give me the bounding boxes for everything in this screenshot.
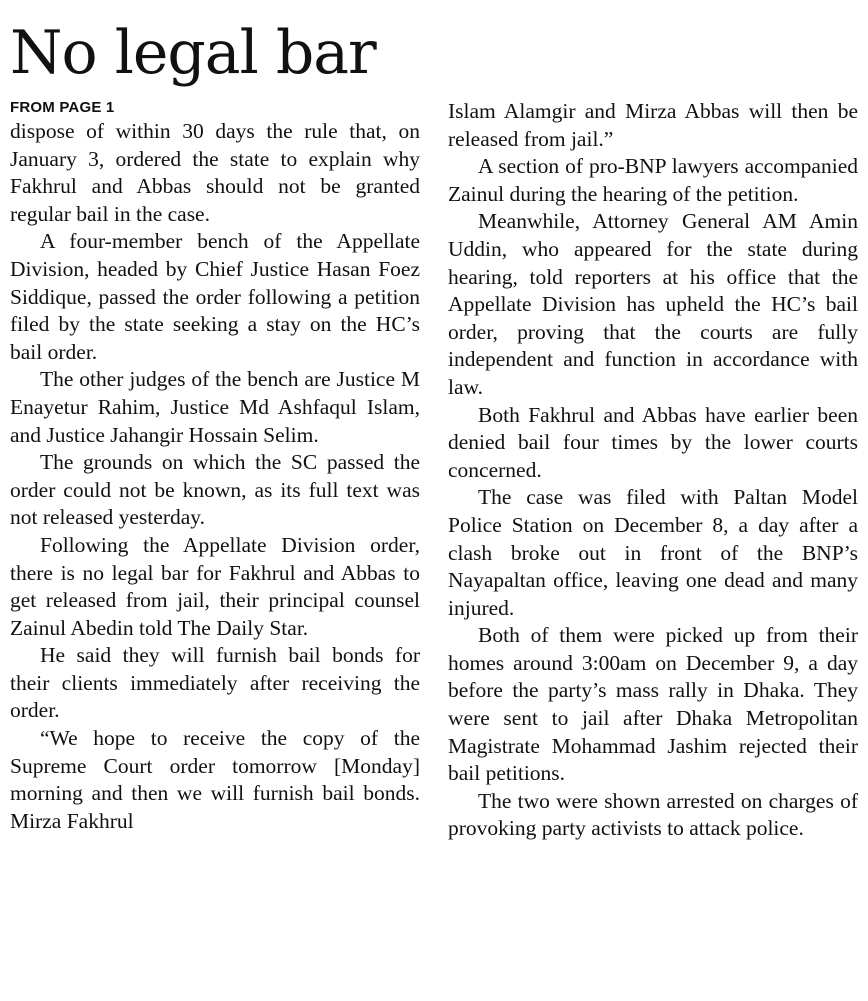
- paragraph: The grounds on which the SC passed the order could not be known, as its full text was not released yesterday.: [10, 450, 420, 530]
- paragraph: A four-member bench of the Appellate Division, headed by Chief Justice Hasan Foez Siddique, passed the order following a petition filed by the state seeking a stay on the HC’s bail order.: [10, 229, 420, 364]
- paragraph: Following the Appellate Division order, there is no legal bar for Fakhrul and Abbas to get released from jail, their principal counsel Zainul Abedin told The Daily Star.: [10, 532, 420, 640]
- article-column-left: [10, 98, 420, 835]
- paragraph: The two were shown arrested on charges of provoking party activists to attack police.: [448, 788, 858, 841]
- paragraph: Both Fakhrul and Abbas have earlier been denied bail four times by the lower courts concerned.: [448, 402, 858, 482]
- paragraph: Meanwhile, Attorney General AM Amin Uddin, who appeared for the state during hearing, told reporters at his office that the Appellate Division has upheld the HC’s bail order, proving that the courts are fully independent and function in accordance with law.: [448, 209, 858, 399]
- article-column-right: [448, 98, 858, 843]
- paragraph: Both of them were picked up from their homes around 3:00am on December 9, a day before the party’s mass rally in Dhaka. They were sent to jail after Dhaka Metropolitan Magistrate Mohammad Jashim rejected their bail petitions.: [448, 623, 858, 786]
- paragraph: dispose of within 30 days the rule that, on January 3, ordered the state to explain why Fakhrul and Abbas should not be granted regular bail in the case.: [10, 119, 420, 226]
- paragraph: A section of pro-BNP lawyers accompanied Zainul during the hearing of the petition.: [448, 154, 858, 206]
- paragraph: “We hope to receive the copy of the Supreme Court order tomorrow [Monday] morning and then we will furnish bail bonds. Mirza Fakhrul: [10, 726, 420, 833]
- jump-label: FROM PAGE 1: [10, 99, 115, 116]
- headline: No legal bar: [10, 18, 376, 88]
- paragraph: Islam Alamgir and Mirza Abbas will then be released from jail.”: [448, 99, 858, 151]
- paragraph: The case was filed with Paltan Model Police Station on December 8, a day after a clash broke out in front of the BNP’s Nayapaltan office, leaving one dead and many injured.: [448, 485, 858, 620]
- paragraph: He said they will furnish bail bonds for their clients immediately after receiving the order.: [10, 643, 420, 723]
- paragraph: The other judges of the bench are Justice M Enayetur Rahim, Justice Md Ashfaqul Islam, and Justice Jahangir Hossain Selim.: [10, 367, 420, 447]
